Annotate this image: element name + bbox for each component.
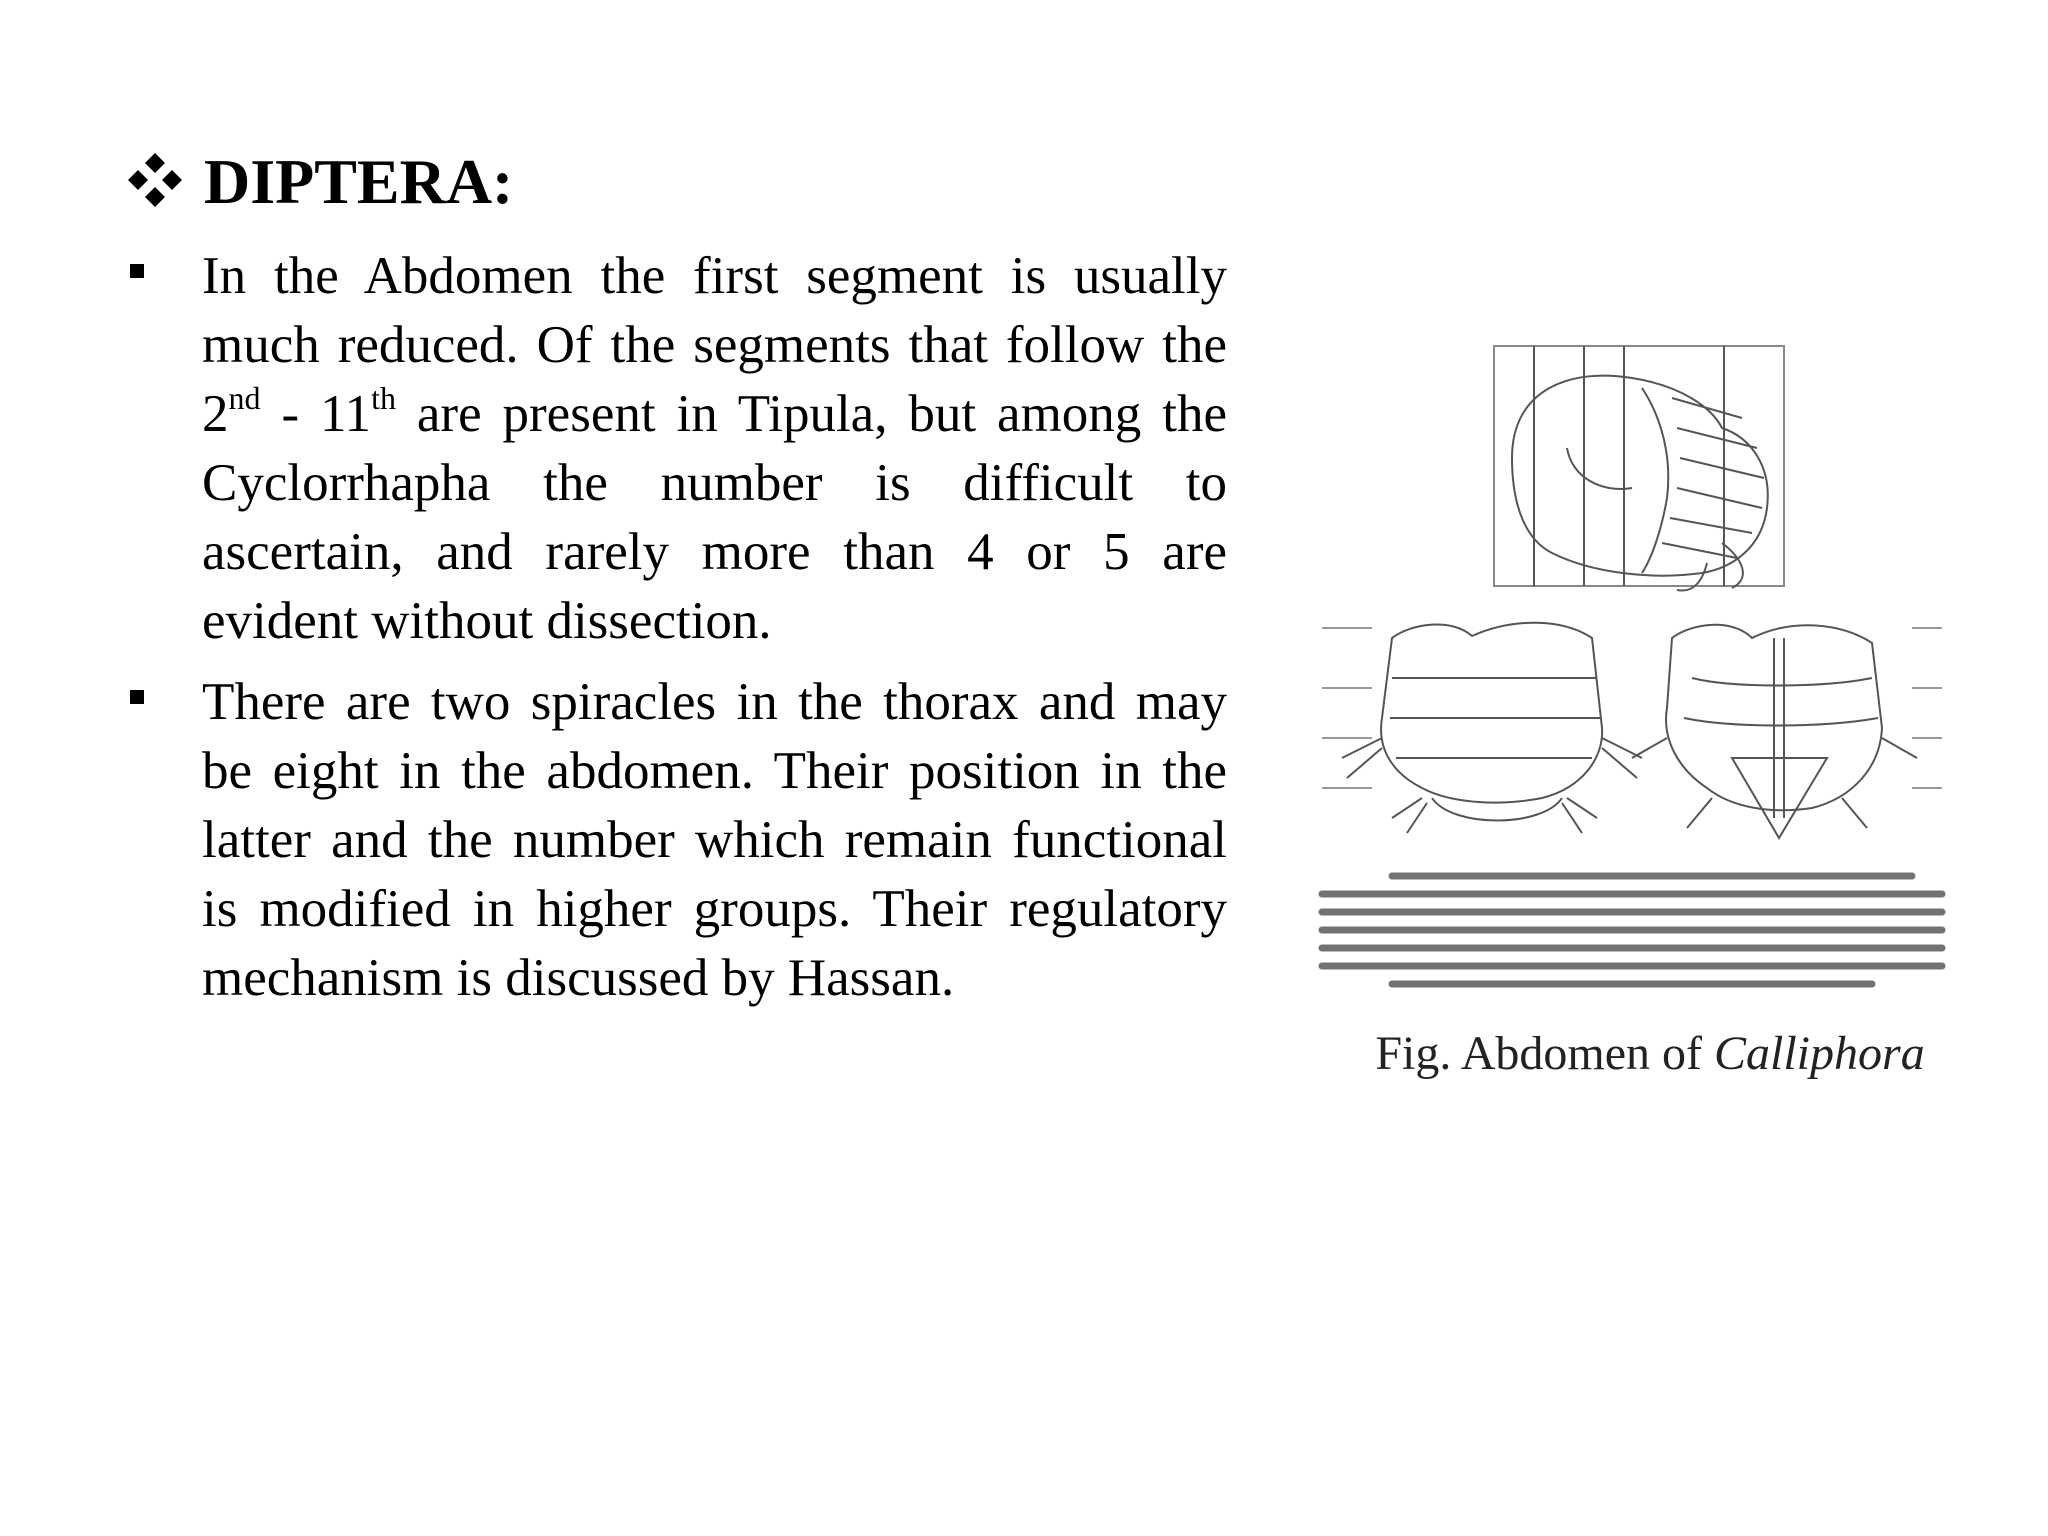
insect-abdomen-diagram-icon: [1312, 318, 1952, 994]
four-diamond-bullet-icon: [126, 151, 184, 209]
square-bullet-icon: [130, 264, 144, 278]
bullet-list: [126, 242, 1227, 1025]
abdomen-figure: [1312, 318, 1952, 994]
figure-caption: Fig. Abdomen of Calliphora: [1375, 1027, 1925, 1080]
slide-title-text: DIPTERA:: [204, 146, 514, 217]
bullet-item-spiracles: There are two spiracles in the thorax and may be eight in the abdomen. Their position in the latter and the number which remain functional is modified in higher groups. Their regulatory mechanism is discussed by Hassan.: [126, 668, 1227, 1013]
square-bullet-icon: [130, 690, 144, 704]
slide-title: [126, 146, 513, 218]
bullet-item-abdomen-segments: In the Abdomen the first segment is usually much reduced. Of the segments that follow the 2nd - 11th are present in Tipula, but among the Cyclorrhapha the number is difficult to ascertain, and rarely more than 4 or 5 are evident without dissection.: [126, 242, 1227, 656]
